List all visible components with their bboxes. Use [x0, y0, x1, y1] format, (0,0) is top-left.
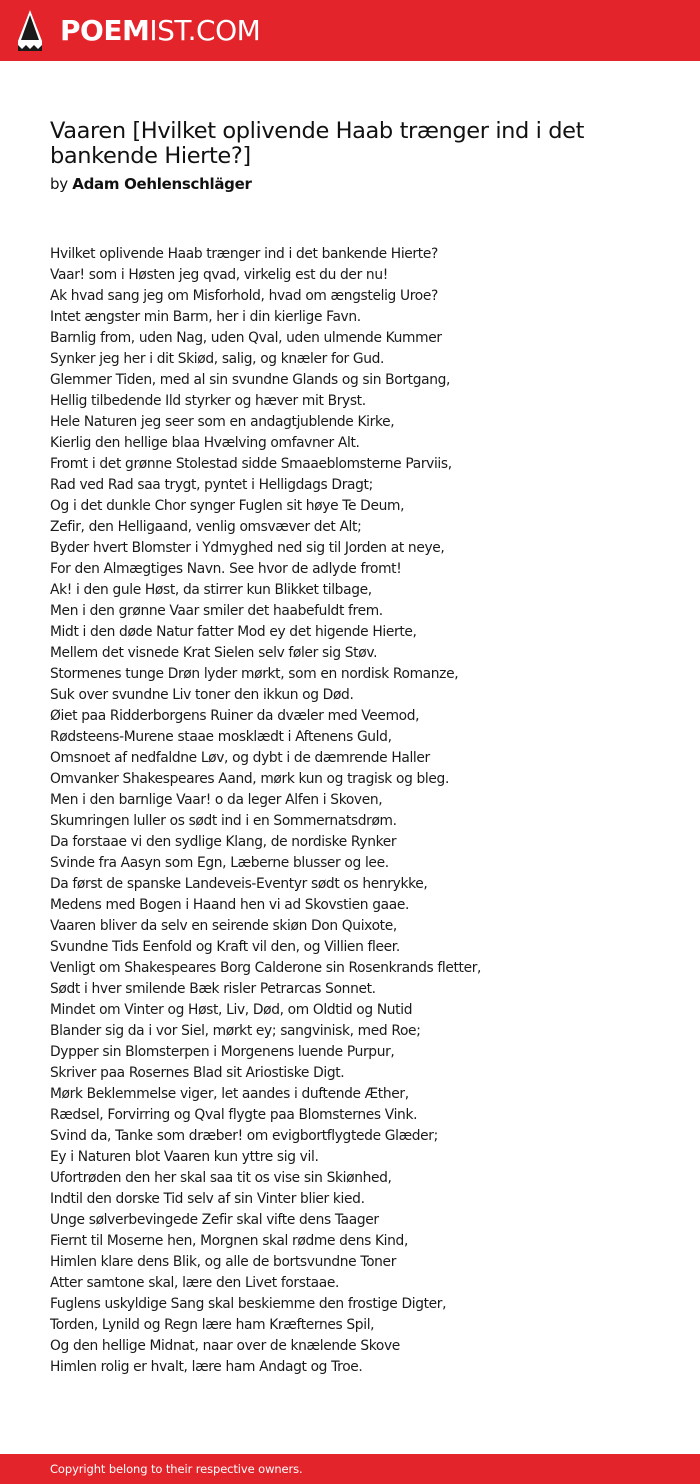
poem-line: Unge sølverbevingede Zefir skal vifte dens Taager	[50, 1212, 379, 1228]
poem-line: Glemmer Tiden, med al sin svundne Glands og sin Bortgang,	[50, 372, 451, 388]
poem-line: Svind da, Tanke som dræber! om evigbortflygtede Glæder;	[50, 1128, 438, 1144]
poem-line: Ak! i den gule Høst, da stirrer kun Blikket tilbage,	[50, 582, 372, 598]
poem-line: Rad ved Rad saa trygt, pyntet i Helligdags Dragt;	[50, 477, 373, 493]
poem-line: Kierlig den hellige blaa Hvælving omfavner Alt.	[50, 435, 360, 451]
poem-line: Ufortrøden den her skal saa tit os vise sin Skiønhed,	[50, 1170, 392, 1186]
poem-line: Blander sig da i vor Siel, mørkt ey; sangvinisk, med Roe;	[50, 1023, 421, 1039]
poem-line: Mørk Beklemmelse viger, let aandes i duftende Æther,	[50, 1086, 409, 1102]
poem-line: Hele Naturen jeg seer som en andagtjublende Kirke,	[50, 414, 395, 430]
poem-line: Fromt i det grønne Stolestad sidde Smaaeblomsterne Parviis,	[50, 456, 452, 472]
poem-line: Men i den barnlige Vaar! o da leger Alfen i Skoven,	[50, 792, 383, 808]
poem-line: Mellem det visnede Krat Sielen selv føler sig Støv.	[50, 645, 378, 661]
poem-line: Rødsteens-Murene staae mosklædt i Aftenens Guld,	[50, 729, 392, 745]
poem-line: Omsnoet af nedfaldne Løv, og dybt i de dæmrende Haller	[50, 750, 430, 766]
poem-line: Fiernt til Moserne hen, Morgnen skal rødme dens Kind,	[50, 1233, 408, 1249]
logo-light-text: IST.COM	[149, 14, 261, 47]
poem-line: Vaaren bliver da selv en seirende skiøn Don Quixote,	[50, 918, 397, 934]
pen-nib-icon	[16, 9, 44, 53]
poem-line: Ey i Naturen blot Vaaren kun yttre sig vil.	[50, 1149, 319, 1165]
poem-line: For den Almægtiges Navn. See hvor de adlyde fromt!	[50, 561, 402, 577]
poem-line: Intet ængster min Barm, her i din kierlige Favn.	[50, 309, 361, 325]
author-link[interactable]: Adam Oehlenschläger	[72, 175, 252, 193]
poem-line: Vaar! som i Høsten jeg qvad, virkelig est du der nu!	[50, 267, 388, 283]
poem-line: Men i den grønne Vaar smiler det haabefuldt frem.	[50, 603, 383, 619]
poem-line: Stormenes tunge Drøn lyder mørkt, som en nordisk Romanze,	[50, 666, 459, 682]
site-footer	[0, 1454, 700, 1484]
poem-line: Medens med Bogen i Haand hen vi ad Skovstien gaae.	[50, 897, 409, 913]
poem-line: Himlen rolig er hvalt, lære ham Andagt og Troe.	[50, 1359, 363, 1375]
poem-line: Himlen klare dens Blik, og alle de bortsvundne Toner	[50, 1254, 397, 1270]
copyright-text: Copyright belong to their respective owners.	[50, 1462, 303, 1476]
poem-line: Fuglens uskyldige Sang skal beskiemme den frostige Digter,	[50, 1296, 447, 1312]
poem-byline	[50, 174, 252, 194]
poem-line: Barnlig from, uden Nag, uden Qval, uden ulmende Kummer	[50, 330, 442, 346]
poem-line: Synker jeg her i dit Skiød, salig, og knæler for Gud.	[50, 351, 385, 367]
byline-prefix: by	[50, 175, 68, 193]
poem-body	[50, 244, 670, 1378]
poem-line: Da først de spanske Landeveis-Eventyr sødt os henrykke,	[50, 876, 428, 892]
poem-line: Hvilket oplivende Haab trænger ind i det bankende Hierte?	[50, 246, 438, 262]
poem-line: Omvanker Shakespeares Aand, mørk kun og tragisk og bleg.	[50, 771, 449, 787]
poem-line: Øiet paa Ridderborgens Ruiner da dvæler med Veemod,	[50, 708, 420, 724]
poem-line: Skumringen luller os sødt ind i en Sommernatsdrøm.	[50, 813, 397, 829]
poem-line: Mindet om Vinter og Høst, Liv, Død, om Oldtid og Nutid	[50, 1002, 413, 1018]
poem-line: Rædsel, Forvirring og Qval flygte paa Blomsternes Vink.	[50, 1107, 418, 1123]
site-header	[0, 0, 700, 61]
poem-line: Dypper sin Blomsterpen i Morgenens luende Purpur,	[50, 1044, 395, 1060]
poem-line: Og den hellige Midnat, naar over de knælende Skove	[50, 1338, 400, 1354]
poem-line: Midt i den døde Natur fatter Mod ey det higende Hierte,	[50, 624, 417, 640]
poem-line: Skriver paa Rosernes Blad sit Ariostiske Digt.	[50, 1065, 345, 1081]
poem-line: Indtil den dorske Tid selv af sin Vinter blier kied.	[50, 1191, 365, 1207]
poem-line: Og i det dunkle Chor synger Fuglen sit høye Te Deum,	[50, 498, 405, 514]
poem-title: Vaaren [Hvilket oplivende Haab trænger ind i det bankende Hierte?]	[50, 118, 585, 169]
poem-line: Torden, Lynild og Regn lære ham Kræfternes Spil,	[50, 1317, 375, 1333]
poem-line: Ak hvad sang jeg om Misforhold, hvad om ængstelig Uroe?	[50, 288, 438, 304]
site-logo-link[interactable]	[16, 8, 260, 54]
poem-line: Venligt om Shakespeares Borg Calderone sin Rosenkrands fletter,	[50, 960, 482, 976]
poem-line: Zefir, den Helligaand, venlig omsvæver det Alt;	[50, 519, 362, 535]
poem-line: Byder hvert Blomster i Ydmyghed ned sig til Jorden at neye,	[50, 540, 445, 556]
site-logo-text	[60, 14, 261, 47]
poem-line: Sødt i hver smilende Bæk risler Petrarcas Sonnet.	[50, 981, 376, 997]
poem-line: Suk over svundne Liv toner den ikkun og Død.	[50, 687, 354, 703]
poem-line: Atter samtone skal, lære den Livet forstaae.	[50, 1275, 340, 1291]
poem-line: Da forstaae vi den sydlige Klang, de nordiske Rynker	[50, 834, 397, 850]
poem-line: Hellig tilbedende Ild styrker og hæver mit Bryst.	[50, 393, 366, 409]
logo-bold-text: POEM	[60, 14, 150, 47]
poem-line: Svundne Tids Eenfold og Kraft vil den, og Villien fleer.	[50, 939, 400, 955]
poem-line: Svinde fra Aasyn som Egn, Læberne blusser og lee.	[50, 855, 389, 871]
